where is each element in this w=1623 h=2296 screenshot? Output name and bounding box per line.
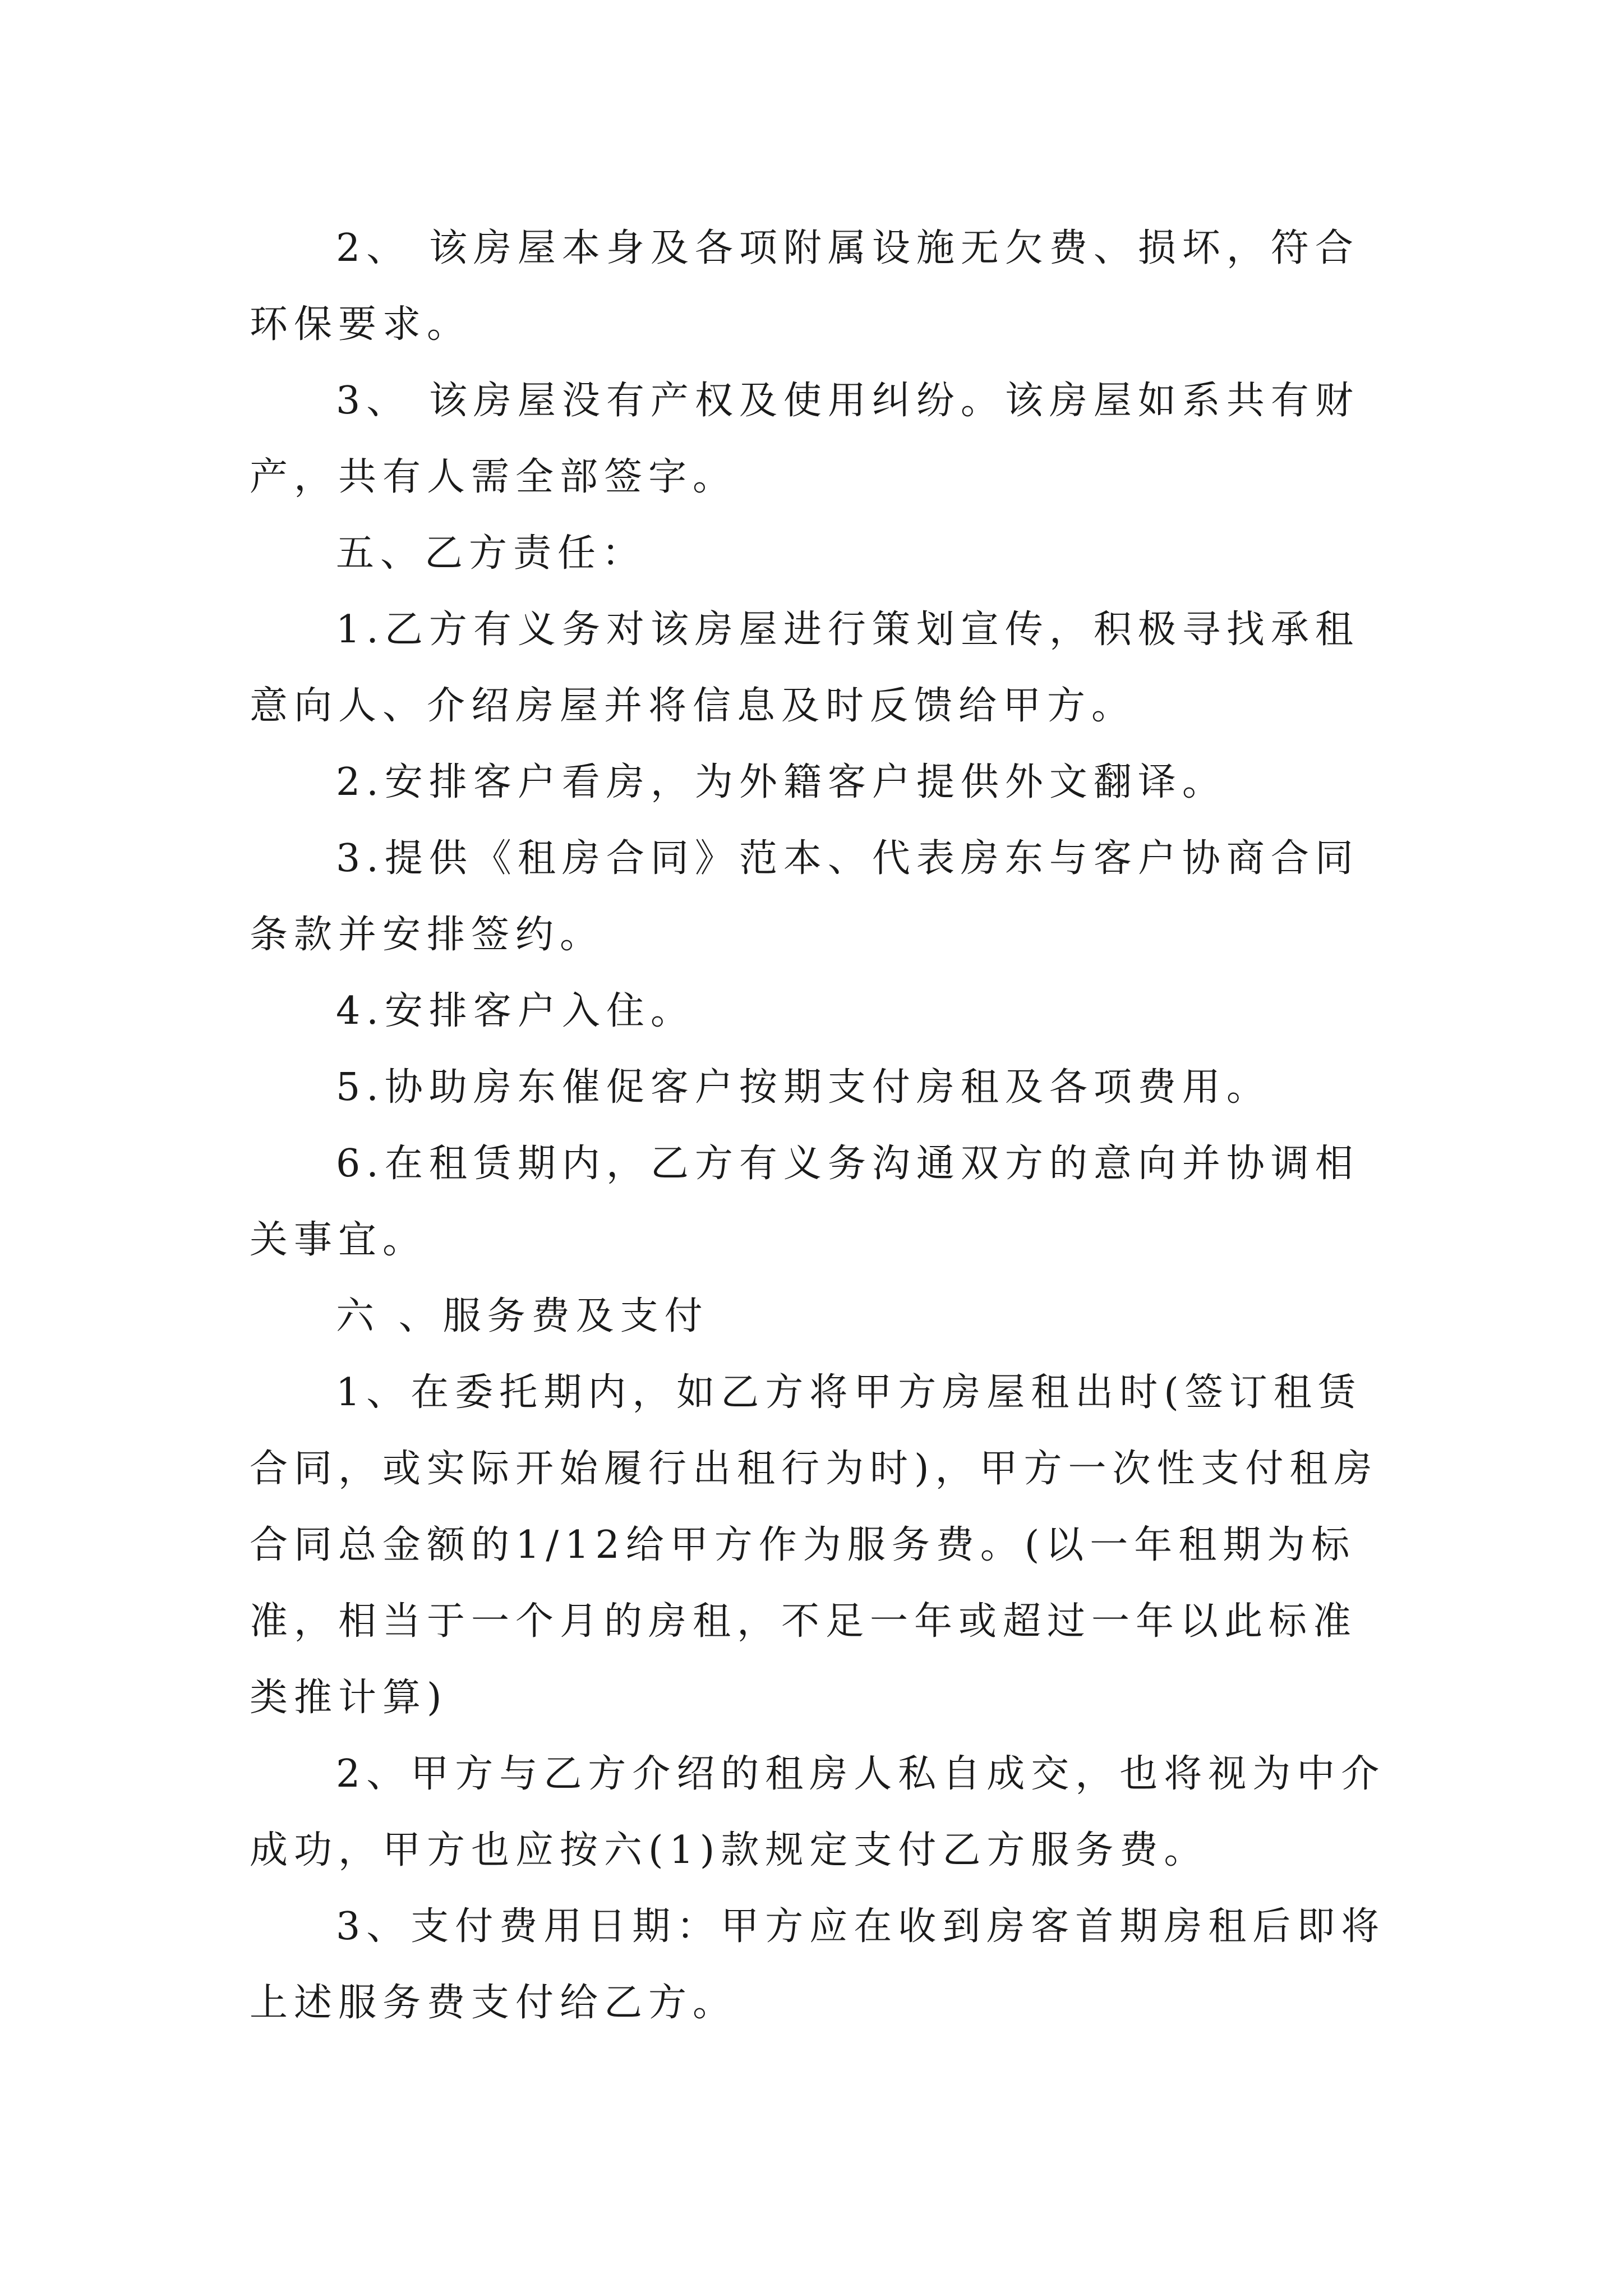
clause-6-3: 3、支付费用日期：甲方应在收到房客首期房租后即将上述服务费支付给乙方。 (250, 1904, 1386, 2025)
clause-4-2: 2、 该房屋本身及各项附属设施无欠费、损坏，符合环保要求。 (250, 226, 1359, 347)
clause-6-1: 1、在委托期内，如乙方将甲方房屋租出时(签订租赁合同，或实际开始履行出租行为时)，甲方一次性支付租房合同总金额的1/12给甲方作为服务费。(以一年租期为标准，相当于一个月的房租，不足一年或超过一年以此标准类推计算) (250, 1370, 1378, 1720)
clause-5-3: 3.提供《租房合同》范本、代表房东与客户协商合同条款并安排签约。 (250, 836, 1359, 957)
clause-6-2: 2、甲方与乙方介绍的租房人私自成交，也将视为中介成功，甲方也应按六(1)款规定支付乙方服务费。 (250, 1752, 1386, 1872)
section-heading-5: 五、乙方责任： (336, 531, 647, 576)
clause-5-1: 1.乙方有义务对该房屋进行策划宣传，积极寻找承租意向人、介绍房屋并将信息及时反馈给甲方。 (250, 608, 1359, 728)
clause-4-3: 3、 该房屋没有产权及使用纠纷。该房屋如系共有财产，共有人需全部签字。 (250, 379, 1359, 499)
document-body (250, 210, 1391, 2041)
clause-5-5: 5.协助房东催促客户按期支付房租及各项费用。 (336, 1065, 1271, 1110)
clause-5-4: 4.安排客户入住。 (336, 989, 695, 1033)
section-heading-6: 六 、服务费及支付 (336, 1294, 709, 1338)
clause-5-2: 2.安排客户看房，为外籍客户提供外文翻译。 (336, 760, 1227, 804)
clause-5-6: 6.在租赁期内，乙方有义务沟通双方的意向并协调相关事宜。 (250, 1142, 1359, 1262)
